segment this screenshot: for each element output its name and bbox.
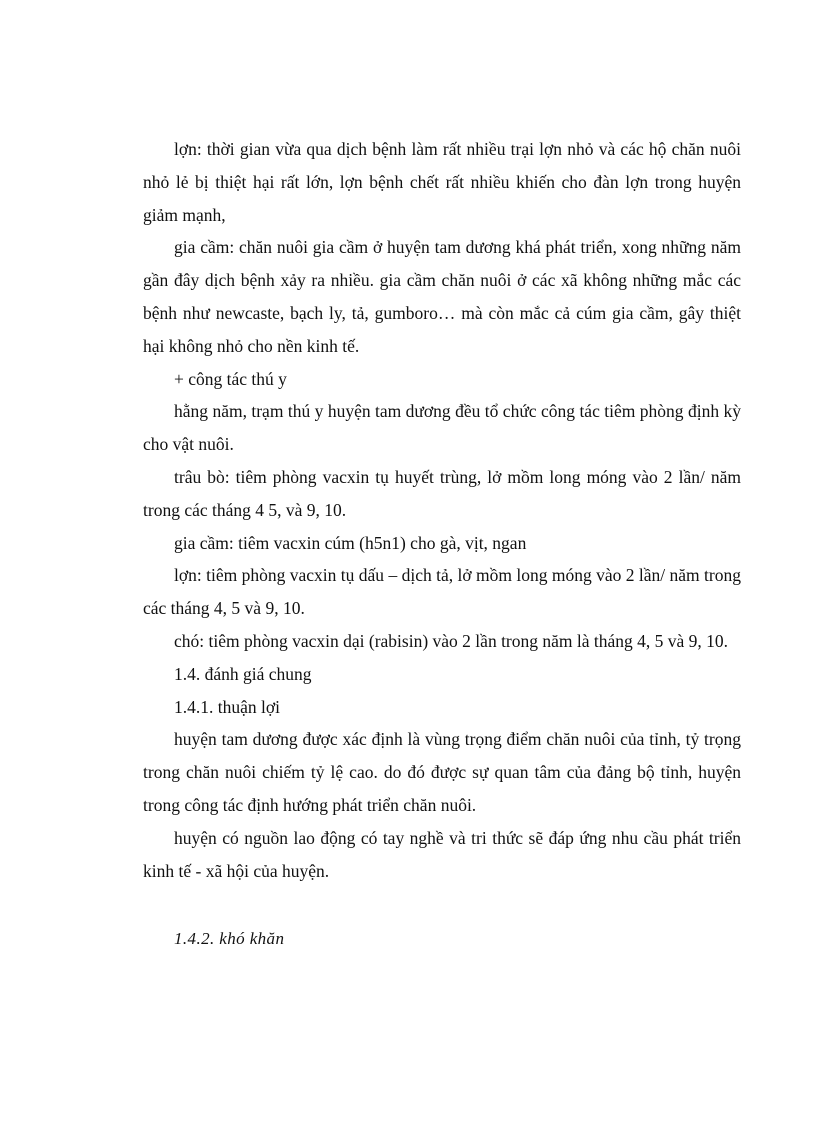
section-heading-general-assessment: 1.4. đánh giá chung	[174, 663, 312, 684]
section-veterinary-work: + công tác thú y	[174, 368, 287, 389]
section-heading-difficulties: 1.4.2. khó khăn	[174, 929, 285, 949]
paragraph-pig-vaccination: lợn: tiêm phòng vacxin tụ dấu – dịch tả, lở mồm long móng vào 2 lần/ năm trong các tháng 4, 5 và 9, 10.	[143, 565, 741, 619]
paragraph-key-livestock-area: huyện tam dương được xác định là vùng trọng điểm chăn nuôi của tỉnh, tỷ trọng trong chăn nuôi chiếm tỷ lệ cao. do đó được sự quan tâm của đảng bộ tỉnh, huyện trong công tác định hướng phát triển chăn nuôi.	[143, 729, 741, 815]
paragraph-poultry-disease: gia cầm: chăn nuôi gia cầm ở huyện tam dương khá phát triển, xong những năm gần đây dịch bệnh xảy ra nhiều. gia cầm chăn nuôi ở các xã không những mắc các bệnh như newcaste, bạch ly, tả, gumboro… mà còn mắc cả cúm gia cầm, gây thiệt hại không nhỏ cho nền kinh tế.	[143, 237, 741, 356]
paragraph-skilled-labor: huyện có nguồn lao động có tay nghề và tri thức sẽ đáp ứng nhu cầu phát triển kinh tế - xã hội của huyện.	[143, 827, 741, 881]
paragraph-annual-vaccination: hằng năm, trạm thú y huyện tam dương đều tổ chức công tác tiêm phòng định kỳ cho vật nuôi.	[143, 401, 741, 455]
section-heading-advantages: 1.4.1. thuận lợi	[174, 696, 280, 717]
paragraph-poultry-vaccination: gia cầm: tiêm vacxin cúm (h5n1) cho gà, vịt, ngan	[174, 532, 527, 553]
document-body	[143, 133, 741, 956]
paragraph-pig-disease: lợn: thời gian vừa qua dịch bệnh làm rất nhiều trại lợn nhỏ và các hộ chăn nuôi nhỏ lẻ bị thiệt hại rất lớn, lợn bệnh chết rất nhiều khiến cho đàn lợn trong huyện giảm mạnh,	[143, 139, 741, 225]
paragraph-dog-vaccination: chó: tiêm phòng vacxin dại (rabisin) vào 2 lần trong năm là tháng 4, 5 và 9, 10.	[174, 630, 729, 651]
paragraph-cattle-vaccination: trâu bò: tiêm phòng vacxin tụ huyết trùng, lở mồm long móng vào 2 lần/ năm trong các tháng 4 5, và 9, 10.	[143, 466, 741, 520]
